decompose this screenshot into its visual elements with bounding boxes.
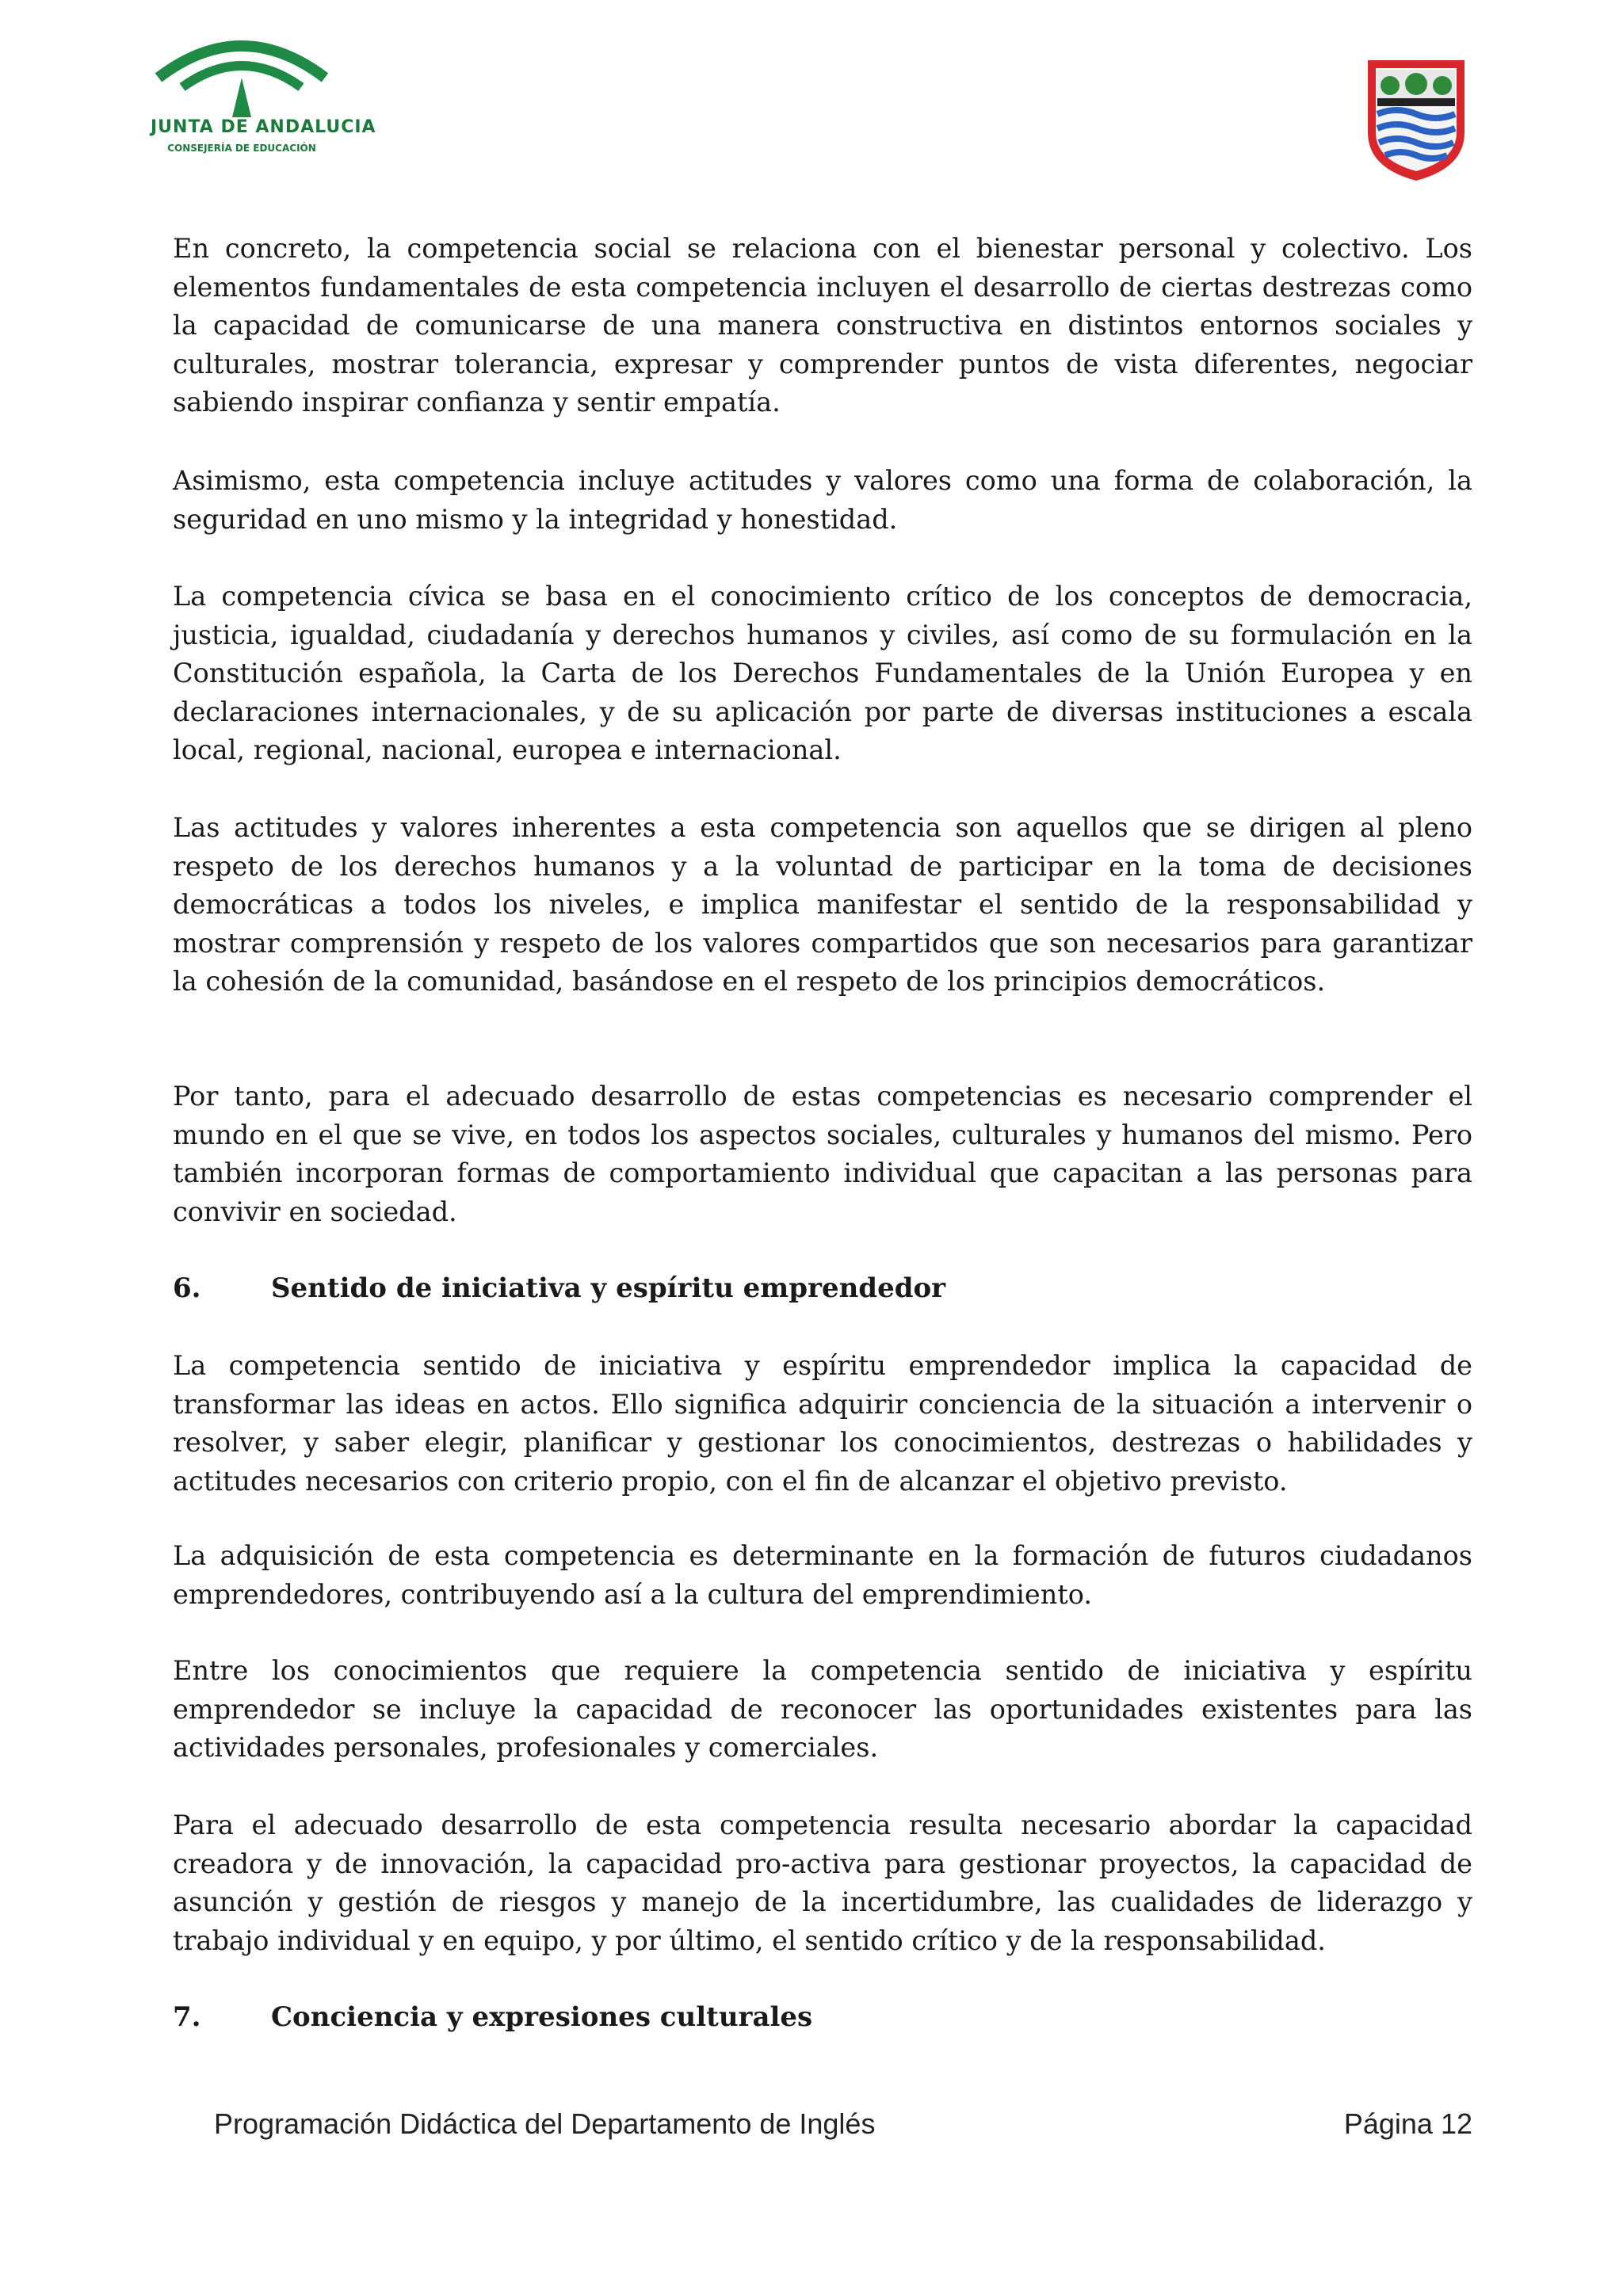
paragraph: La competencia cívica se basa en el conocimiento crítico de los conceptos de democracia, justicia, igualdad, ciudadanía y derechos humanos y civiles, así como de su formulación en la Constitución española, la Carta de los Derechos Fundamentales de la Unión Europea y en declaraciones internacionales, y de su aplicación por parte de diversas instituciones a escala local, regional, nacional, europea e internacional. (173, 581, 1472, 766)
paragraph: Por tanto, para el adecuado desarrollo de estas competencias es necesario comprender el mundo en el que se vive, en todos los aspectos sociales, culturales y humanos del mismo. Pero también incorporan formas de comportamiento individual que capacitan a las personas para convivir en sociedad. (173, 1081, 1472, 1227)
paragraph: La adquisición de esta competencia es determinante en la formación de futuros ciudadanos emprendedores, contribuyendo así a la cultura del emprendimiento. (173, 1540, 1472, 1610)
school-crest-logo (1365, 57, 1468, 184)
paragraph: La competencia sentido de iniciativa y espíritu emprendedor implica la capacidad de transformar las ideas en actos. Ello significa adquirir conciencia de la situación a intervenir o resolver, y saber elegir, planificar y gestionar los conocimientos, destrezas o habilidades y actitudes necesarios con criterio propio, con el fin de alcanzar el objetivo previsto. (173, 1350, 1472, 1497)
paragraph: Para el adecuado desarrollo de esta competencia resulta necesario abordar la capacidad creadora y de innovación, la capacidad pro-activa para gestionar proyectos, la capacidad de asunción y gestión de riesgos y manejo de la incertidumbre, las cualidades de liderazgo y trabajo individual y en equipo, y por último, el sentido crítico y de la responsabilidad. (173, 1810, 1472, 1956)
footer-document-title: Programación Didáctica del Departamento de Inglés (214, 2107, 876, 2140)
paragraph: Las actitudes y valores inherentes a esta competencia son aquellos que se dirigen al pleno respeto de los derechos humanos y a la voluntad de participar en la toma de decisiones democráticas a todos los niveles, e implica manifestar el sentido de la responsabilidad y mostrar comprensión y respeto de los valores compartidos que son necesarios para garantizar la cohesión de la comunidad, basándose en el respeto de los principios democráticos. (173, 812, 1472, 997)
section-heading-7 (173, 1998, 1472, 2036)
section-title: Conciencia y expresiones culturales (271, 2001, 813, 2033)
logo-subtitle: CONSEJERÍA DE EDUCACIÓN (167, 143, 316, 154)
paragraph: Entre los conocimientos que requiere la competencia sentido de iniciativa y espíritu emprendedor se incluye la capacidad de reconocer las oportunidades existentes para las actividades personales, profesionales y comerciales. (173, 1655, 1472, 1764)
paragraph: En concreto, la competencia social se relaciona con el bienestar personal y colectivo. Los elementos fundamentales de esta competencia incluyen el desarrollo de ciertas destrezas como la capacidad de comunicarse de una manera constructiva en distintos entornos sociales y culturales, mostrar tolerancia, expresar y comprender puntos de vista diferentes, negociar sabiendo inspirar confianza y sentir empatía. (173, 233, 1472, 418)
logo-title: JUNTA DE ANDALUCIA (151, 117, 376, 137)
section-heading-6 (173, 1269, 1472, 1307)
section-number: 7. (173, 2001, 201, 2033)
paragraph: Asimismo, esta competencia incluye actitudes y valores como una forma de colaboración, la seguridad en uno mismo y la integridad y honestidad. (173, 465, 1472, 535)
footer-page-number: Página 12 (1343, 2107, 1472, 2140)
section-title: Sentido de iniciativa y espíritu emprendedor (271, 1272, 946, 1304)
section-number: 6. (173, 1272, 201, 1304)
